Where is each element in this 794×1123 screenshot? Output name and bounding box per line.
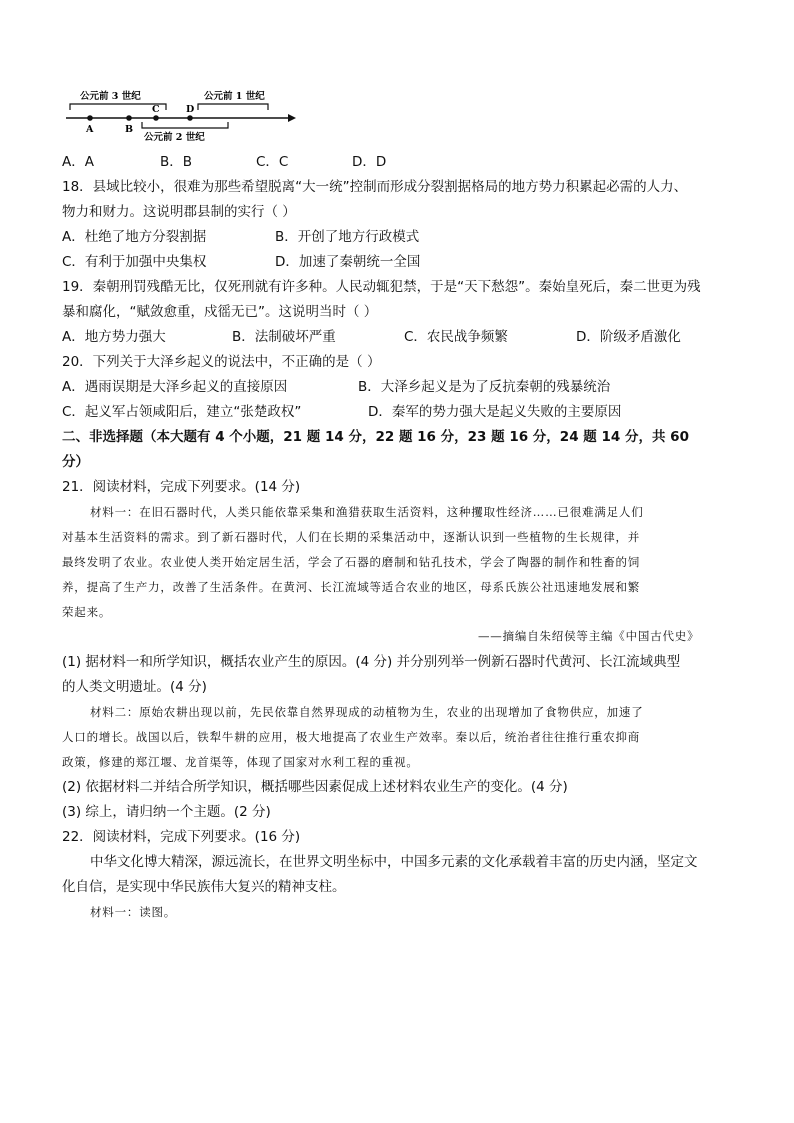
timeline-label-1st-century: 公元前 1 世纪 [204, 91, 265, 102]
q21-material1-line2: 对基本生活资料的需求。到了新石器时代，人们在长期的采集活动中，逐渐认识到一些植物的生长规律，并 [62, 530, 641, 544]
q17-option-c: C．C [256, 154, 289, 170]
q19-option-d: D．阶级矛盾激化 [576, 329, 681, 345]
q21-material2-line2: 人口的增长。战国以后，铁犁牛耕的应用，极大地提高了农业生产效率。秦以后，统治者往往推行重农抑商 [62, 730, 641, 744]
q21-stem: 21．阅读材料，完成下列要求。(14 分) [62, 479, 301, 495]
q17-option-d: D．D [352, 154, 387, 170]
timeline-point-d-label: D [186, 104, 195, 115]
q21-material2-line1: 材料二：原始农耕出现以前，先民依靠自然界现成的动植物为生，农业的出现增加了食物供应，加速了 [90, 705, 644, 719]
q18-option-a: A．杜绝了地方分裂割据 [62, 229, 207, 245]
timeline-point-a-label: A [86, 124, 94, 135]
q18-option-d: D．加速了秦朝统一全国 [275, 254, 421, 270]
q19-option-a: A．地方势力强大 [62, 329, 166, 345]
timeline-point-a [87, 115, 93, 121]
q22-material1-label: 材料一：读图。 [90, 905, 177, 919]
q19-option-c: C．农民战争频繁 [404, 329, 508, 345]
q18-option-c: C．有利于加强中央集权 [62, 254, 207, 270]
q22-stem: 22．阅读材料，完成下列要求。(16 分) [62, 829, 301, 845]
timeline-label-2nd-century: 公元前 2 世纪 [144, 132, 205, 143]
q21-question2: (2) 依据材料二并结合所学知识，概括哪些因素促成上述材料农业生产的变化。(4 分) [62, 779, 568, 795]
q18-option-b: B．开创了地方行政模式 [275, 229, 420, 245]
q21-material1-line1: 材料一：在旧石器时代，人类只能依靠采集和渔猎获取生活资料，这种攫取性经济……已很难满足人们 [90, 505, 644, 519]
q19-option-b: B．法制破坏严重 [232, 329, 336, 345]
timeline-point-b-label: B [125, 124, 134, 135]
q17-option-b: B．B [160, 154, 193, 170]
q21-material2-line3: 政策，修建的郑江堰、龙首渠等，体现了国家对水利工程的重视。 [62, 755, 419, 769]
q21-material1-line4: 养，提高了生产力，改善了生活条件。在黄河、长江流域等适合农业的地区，母系氏族公社迅速地发展和繁 [62, 580, 641, 594]
q22-intro-line1: 中华文化博大精深，源远流长，在世界文明坐标中，中国多元素的文化承载着丰富的历史内涵，坚定文 [90, 854, 698, 870]
timeline-label-3rd-century: 公元前 3 世纪 [80, 91, 141, 102]
bracket-1st-century [198, 104, 268, 110]
q21-question1-line2: 的人类文明遗址。(4 分) [62, 679, 207, 695]
q20-option-c: C．起义军占领咸阳后，建立“张楚政权” [62, 404, 302, 420]
q20-stem: 20．下列关于大泽乡起义的说法中，不正确的是（ ） [62, 354, 381, 370]
q21-question1-line1: (1) 据材料一和所学知识，概括农业产生的原因。(4 分) 并分别列举一例新石器时代黄河、长江流域典型 [62, 654, 681, 670]
section2-heading-line2: 分） [62, 454, 89, 470]
q18-stem-line1: 18．县域比较小，很难为那些希望脱离“大一统”控制而形成分裂割据格局的地方势力积累起必需的人力、 [62, 179, 688, 195]
timeline-figure [62, 82, 302, 146]
timeline-arrow-icon [288, 114, 296, 122]
q20-option-a: A．遇雨误期是大泽乡起义的直接原因 [62, 379, 288, 395]
q17-option-a: A．A [62, 154, 94, 170]
timeline-point-c-label: C [152, 104, 160, 115]
q18-stem-line2: 物力和财力。这说明郡县制的实行（ ） [62, 204, 296, 220]
q20-option-b: B．大泽乡起义是为了反抗秦朝的残暴统治 [358, 379, 611, 395]
q22-intro-line2: 化自信，是实现中华民族伟大复兴的精神支柱。 [62, 879, 346, 895]
q19-stem-line2: 暴和腐化，“赋敛愈重，戍徭无已”。这说明当时（ ） [62, 304, 378, 320]
q21-material1-line3: 最终发明了农业。农业使人类开始定居生活，学会了石器的磨制和钻孔技术，学会了陶器的制作和牲畜的饲 [62, 555, 641, 569]
section2-heading-line1: 二、非选择题（本大题有 4 个小题，21 题 14 分，22 题 16 分，23 题 16 分，24 题 14 分，共 60 [62, 429, 689, 445]
timeline-point-d [187, 115, 193, 121]
q21-question3: (3) 综上，请归纳一个主题。(2 分) [62, 804, 271, 820]
timeline-point-c [153, 115, 159, 121]
bracket-2nd-century [142, 122, 228, 128]
q20-option-d: D．秦军的势力强大是起义失败的主要原因 [368, 404, 622, 420]
q19-stem-line1: 19．秦朝刑罚残酷无比，仅死刑就有许多种。人民动辄犯禁，于是“天下愁怨”。秦始皇死后，秦二世更为残 [62, 279, 701, 295]
timeline-point-b [126, 115, 132, 121]
q21-material1-source: ——摘编自朱绍侯等主编《中国古代史》 [478, 629, 700, 643]
q21-material1-line5: 荣起来。 [62, 605, 112, 619]
